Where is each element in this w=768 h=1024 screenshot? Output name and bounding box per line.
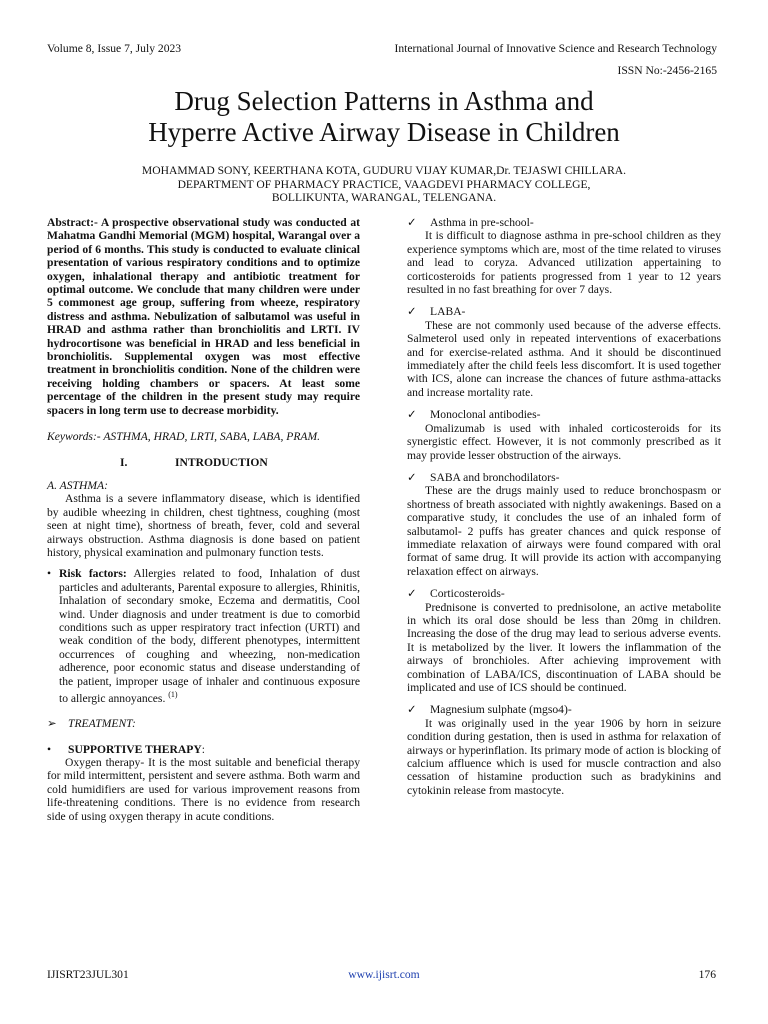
paper-title: [0, 86, 768, 148]
item-heading: [407, 587, 721, 600]
section-title: INTRODUCTION: [175, 455, 268, 469]
item-text: These are the drugs mainly used to reduce bronchospasm or shortness of breath associated with nightly awakenings. Based on a comparative study, it concludes the use of an inhaled form of salbutamol- 2 puffs has greater chances and quick response of immediate relaxation of airways were found compared with oral format of same drug. It will provide its action with accompanying relaxation effect on airways.: [407, 484, 721, 578]
keywords: Keywords:- ASTHMA, HRAD, LRTI, SABA, LABA, PRAM.: [47, 430, 321, 444]
item-heading-text: SABA and bronchodilators-: [430, 470, 560, 484]
item-heading-text: Magnesium sulphate (mgso4)-: [430, 703, 572, 717]
supportive-colon: :: [201, 742, 205, 756]
checkmark-icon: ✓: [407, 408, 417, 422]
bullet-dot: •: [47, 567, 52, 581]
item-heading-text: LABA-: [430, 305, 466, 319]
supportive-therapy-heading: [47, 743, 360, 756]
title-line-1: Drug Selection Patterns in Asthma and: [174, 86, 594, 116]
footer-journal-link[interactable]: www.ijisrt.com: [348, 968, 420, 981]
supportive-therapy-label: SUPPORTIVE THERAPY: [68, 742, 202, 756]
checkmark-icon: ✓: [407, 216, 417, 229]
section-number: I.: [120, 455, 128, 469]
risk-factors-text: Allergies related to food, Inhalation of dust particles and adulterants, Parental exposure to allergies, Rhinitis, Inhalation of secondary smoke, Eczema and dermatitis, Cool wind. Under diagnosis and under treatment is due to comorbid conditions such as upper respiratory tract infection (URTI) and weak condition of the body, different phenotypes, intermittent occurrences of coughing and wheezing, non-medication adherence, poor economic status and disease understanding of the patient, improper usage of inhaler and continuous exposure to allergic annoyances.: [59, 567, 360, 705]
footer-article-code: IJISRT23JUL301: [47, 968, 129, 981]
checkmark-icon: ✓: [407, 470, 417, 484]
item-monoclonal-antibodies: [407, 408, 721, 462]
item-heading-text: Monoclonal antibodies-: [430, 408, 541, 422]
item-corticosteroids: [407, 587, 721, 694]
checkmark-icon: ✓: [407, 703, 417, 717]
subsection-asthma: A. ASTHMA:: [47, 478, 108, 492]
item-saba: [407, 471, 721, 578]
item-heading-text: Corticosteroids-: [430, 587, 505, 601]
abstract: Abstract:- A prospective observational study was conducted at Mahatma Gandhi Memorial (MGM) hospital, Warangal over a period of 6 months. This study is conducted to evaluate clinical presentation of various respiratory conditions and to optimize oxygen, inhalational therapy and antibiotic treatment for optimal outcome. We conclude that many children were under 5 commonest age group, suffering from wheeze, respiratory distress and asthma. Nebulization of salbutamol was useful in HRAD and asthma rather than bronchiolitis and LRTI. IV hydrocortisone was beneficial in HRAD and less beneficial in bronchiolitis. Supplemental oxygen was most effective treatment in bronchiolitis condition. None of the children were receiving holding chambers or spacers. At least some percentage of the children in the present study may require spacers in long term use to decrease morbidity.: [47, 216, 360, 417]
oxygen-therapy-paragraph: Oxygen therapy- It is the most suitable and beneficial therapy for mild intermittent, persistent and severe asthma. Both warm and cold humidifiers are used for various improvement reasons from life-threatening conditions. There is no evidence from research side of using oxygen therapy in acute conditions.: [47, 756, 360, 823]
risk-factors-label: Risk factors:: [59, 567, 127, 581]
authors-department: DEPARTMENT OF PHARMACY PRACTICE, VAAGDEVI PHARMACY COLLEGE,: [177, 177, 591, 191]
item-laba: [407, 305, 721, 399]
checkmark-icon: ✓: [407, 587, 417, 601]
item-asthma-preschool: [407, 216, 721, 296]
right-column: [407, 216, 721, 806]
header-journal: International Journal of Innovative Science and Research Technology: [394, 42, 717, 55]
item-heading: [407, 471, 721, 484]
item-text: Prednisone is converted to prednisolone, an active metabolite in which its oral dose should be less than 20mg in children. Increasing the dose of the drug may lead to serious adverse events. It is metabolized by the liver. It lowers the inflammation of the airways of bronchioles. After achieving improvement with combination of LABA/ICS, discontinuation of LABA should be implicated and use of ICS should be continued.: [407, 600, 721, 694]
title-line-2: Hyperre Active Airway Disease in Children: [148, 117, 620, 147]
item-heading: [407, 408, 721, 421]
section-heading-introduction: [47, 456, 360, 469]
item-heading-text: Asthma in pre-school-: [430, 216, 534, 229]
item-text: It is difficult to diagnose asthma in pre-school children as they experience symptoms which are, most of the time related to viruses and lead to coryza. Advanced utilization appertaining to corticosteroids for patients progressed from 1 year to 12 years resulted in no fast breathing for over 7 days.: [407, 229, 721, 297]
item-text: Omalizumab is used with inhaled corticosteroids for its synergistic effect. However, it is not commonly prescribed as it may provide lesser obstruction of the airways.: [407, 421, 721, 462]
header-volume: Volume 8, Issue 7, July 2023: [47, 42, 182, 55]
treatment-label: TREATMENT:: [68, 717, 136, 731]
item-magnesium-sulphate: [407, 703, 721, 797]
authors-names: MOHAMMAD SONY, KEERTHANA KOTA, GUDURU VIJAY KUMAR,Dr. TEJASWI CHILLARA.: [141, 164, 627, 177]
asthma-paragraph: Asthma is a severe inflammatory disease, which is identified by audible wheezing in children, chest tightness, coughing (most seen at night time), shortness of breath, fever, cold and several airways obstruction. Asthma diagnosis is done based on patient history, physical examination and pulmonary function tests.: [47, 492, 360, 559]
author-block: [0, 164, 768, 205]
authors-address: BOLLIKUNTA, WARANGAL, TELENGANA.: [271, 191, 497, 204]
citation-ref: (1): [168, 690, 178, 699]
checkmark-icon: ✓: [407, 305, 417, 319]
risk-factors-bullet: [47, 567, 360, 705]
left-column: [47, 216, 360, 823]
header-issn: ISSN No:-2456-2165: [617, 64, 717, 77]
bullet-dot: •: [47, 742, 52, 756]
page-number: 176: [698, 968, 716, 981]
item-text: It was originally used in the year 1906 by horn in seizure condition during gestation, then is used in asthma for relaxation of airways or hyperinflation. Its primary mode of action is blocking of calcium affluence which is used for muscle contraction and also cessation of histamine production such as bradykinins and cytokinin release from mastocyte.: [407, 716, 721, 797]
treatment-heading: [47, 717, 360, 730]
arrow-bullet-icon: ➢: [47, 717, 57, 731]
item-text: These are not commonly used because of the adverse effects. Salmeterol used only in repeated interventions of exacerbations and for exercise-related asthma. And it should be discontinued immediately after the child feels less discomfort. It is used together with ICS, alone can increase the chances of future asthma-attacks and increase mortality rate.: [407, 318, 721, 399]
item-heading: [407, 703, 721, 716]
item-heading: [407, 305, 721, 318]
item-heading: [407, 216, 721, 229]
